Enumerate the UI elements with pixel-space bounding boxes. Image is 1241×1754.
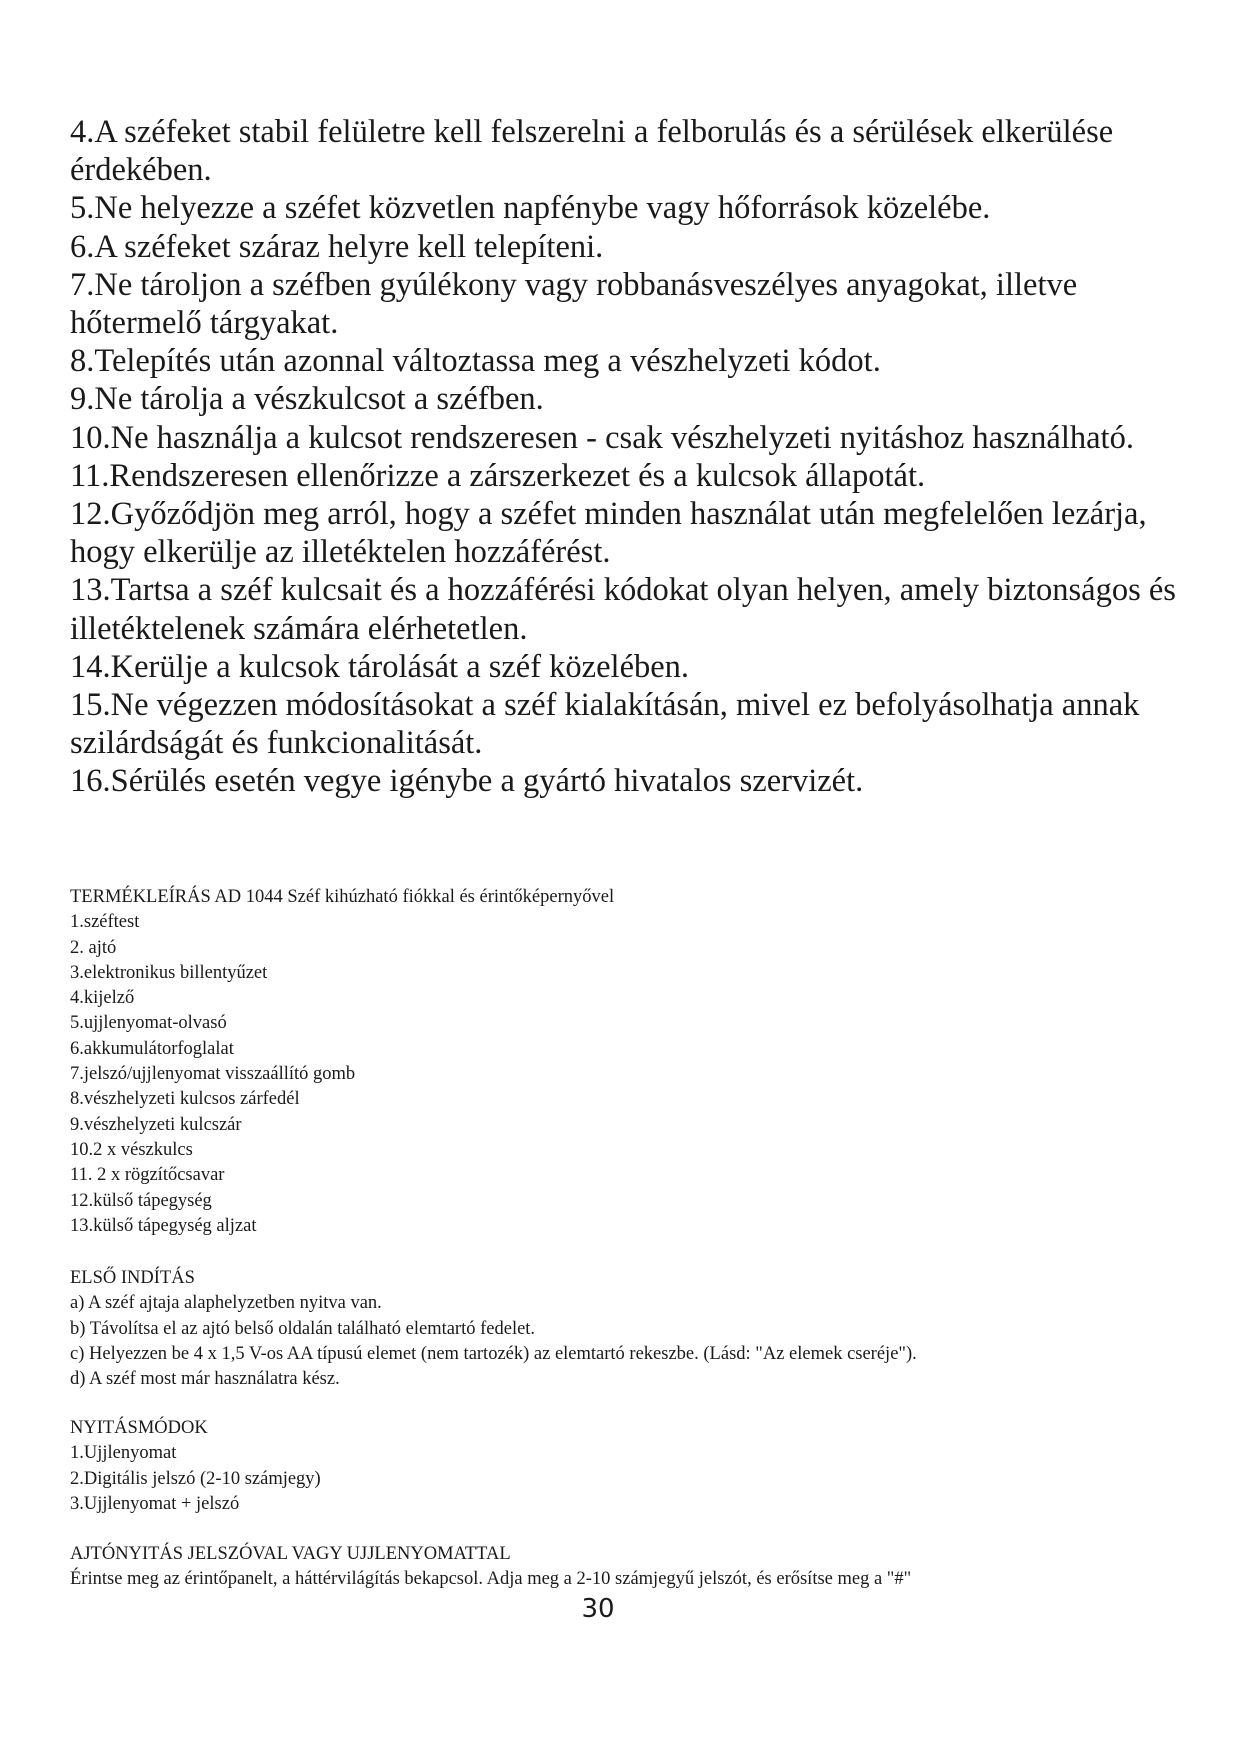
instruction-item: 12.Győződjön meg arról, hogy a széfet minden használat után megfelelően lezárja, hogy elkerülje az illetéktelen hozzáférést. bbox=[70, 496, 1147, 571]
step-item: c) Helyezzen be 4 x 1,5 V-os AA típusú elemet (nem tartozék) az elemtartó rekeszbe. (Lásd: "Az elemek cseréje"). bbox=[70, 1343, 917, 1364]
mode-item: 3.Ujjlenyomat + jelszó bbox=[70, 1493, 240, 1514]
component-item: 10.2 x vészkulcs bbox=[70, 1139, 193, 1160]
component-item: 12.külső tápegység bbox=[70, 1190, 212, 1211]
instruction-item: 10.Ne használja a kulcsot rendszeresen - csak vészhelyzeti nyitáshoz használható. bbox=[70, 419, 1134, 456]
component-item: 8.vészhelyzeti kulcsos zárfedél bbox=[70, 1089, 300, 1110]
mode-item: 1.Ujjlenyomat bbox=[70, 1443, 177, 1464]
paragraph-text: Érintse meg az érintőpanelt, a háttérvilágítás bekapcsol. Adja meg a 2-10 számjegyű jelszót, és erősítse meg a "#" bbox=[70, 1569, 912, 1590]
instruction-item: 7.Ne tároljon a széfben gyúlékony vagy robbanásveszélyes anyagokat, illetve hőtermelő tárgyakat. bbox=[70, 266, 1078, 342]
section-heading: ELSŐ INDÍTÁS bbox=[70, 1268, 195, 1288]
page-number: 30 bbox=[581, 1594, 615, 1624]
section-heading: AJTÓNYITÁS JELSZÓVAL VAGY UJJLENYOMATTAL bbox=[70, 1544, 511, 1564]
step-item: b) Távolítsa el az ajtó belső oldalán található elemtartó fedelet. bbox=[70, 1318, 536, 1339]
component-item: 11. 2 x rögzítőcsavar bbox=[70, 1165, 225, 1186]
step-item: a) A széf ajtaja alaphelyzetben nyitva van. bbox=[70, 1293, 382, 1314]
section-heading: NYITÁSMÓDOK bbox=[70, 1418, 208, 1438]
component-item: 5.ujjlenyomat-olvasó bbox=[70, 1013, 227, 1034]
component-item: 1.széftest bbox=[70, 912, 140, 933]
instruction-item: 14.Kerülje a kulcsok tárolását a széf közelében. bbox=[70, 648, 690, 685]
instruction-item: 11.Rendszeresen ellenőrizze a zárszerkezet és a kulcsok állapotát. bbox=[70, 457, 926, 494]
instruction-item: 6.A széfeket száraz helyre kell telepíteni. bbox=[70, 228, 604, 265]
instruction-item: 15.Ne végezzen módosításokat a széf kialakításán, mivel ez befolyásolhatja annak szilárdságát és funkcionalitását. bbox=[70, 687, 1140, 762]
opening-modes-section bbox=[70, 1416, 1190, 1517]
door-opening-section bbox=[70, 1542, 1190, 1593]
mode-item: 2.Digitális jelszó (2-10 számjegy) bbox=[70, 1468, 321, 1489]
instruction-item: 8.Telepítés után azonnal változtassa meg a vészhelyzeti kódot. bbox=[70, 343, 881, 380]
component-item: 4.kijelző bbox=[70, 988, 135, 1009]
component-item: 3.elektronikus billentyűzet bbox=[70, 962, 268, 983]
instruction-item: 16.Sérülés esetén vegye igénybe a gyártó hivatalos szervizét. bbox=[70, 763, 864, 800]
safety-instructions-list bbox=[70, 113, 1180, 801]
instruction-item: 13.Tartsa a széf kulcsait és a hozzáférési kódokat olyan helyen, amely biztonságos és illetéktelenek számára elérhetetlen. bbox=[70, 572, 1176, 647]
component-item: 2. ajtó bbox=[70, 937, 117, 958]
first-start-section bbox=[70, 1266, 1190, 1392]
step-item: d) A széf most már használatra kész. bbox=[70, 1369, 340, 1390]
component-item: 13.külső tápegység aljzat bbox=[70, 1215, 257, 1236]
instruction-item: 4.A széfeket stabil felületre kell felszerelni a felborulás és a sérülések elkerülése érdekében. bbox=[70, 114, 1114, 189]
instruction-item: 5.Ne helyezze a széfet közvetlen napfénybe vagy hőforrások közelébe. bbox=[70, 190, 991, 227]
component-item: 7.jelszó/ujjlenyomat visszaállító gomb bbox=[70, 1064, 356, 1085]
product-description-section bbox=[70, 885, 1190, 1239]
section-heading: TERMÉKLEÍRÁS AD 1044 Széf kihúzható fiókkal és érintőképernyővel bbox=[70, 887, 615, 907]
instruction-item: 9.Ne tárolja a vészkulcsot a széfben. bbox=[70, 381, 544, 418]
component-item: 6.akkumulátorfoglalat bbox=[70, 1038, 234, 1059]
component-item: 9.vészhelyzeti kulcszár bbox=[70, 1114, 242, 1135]
